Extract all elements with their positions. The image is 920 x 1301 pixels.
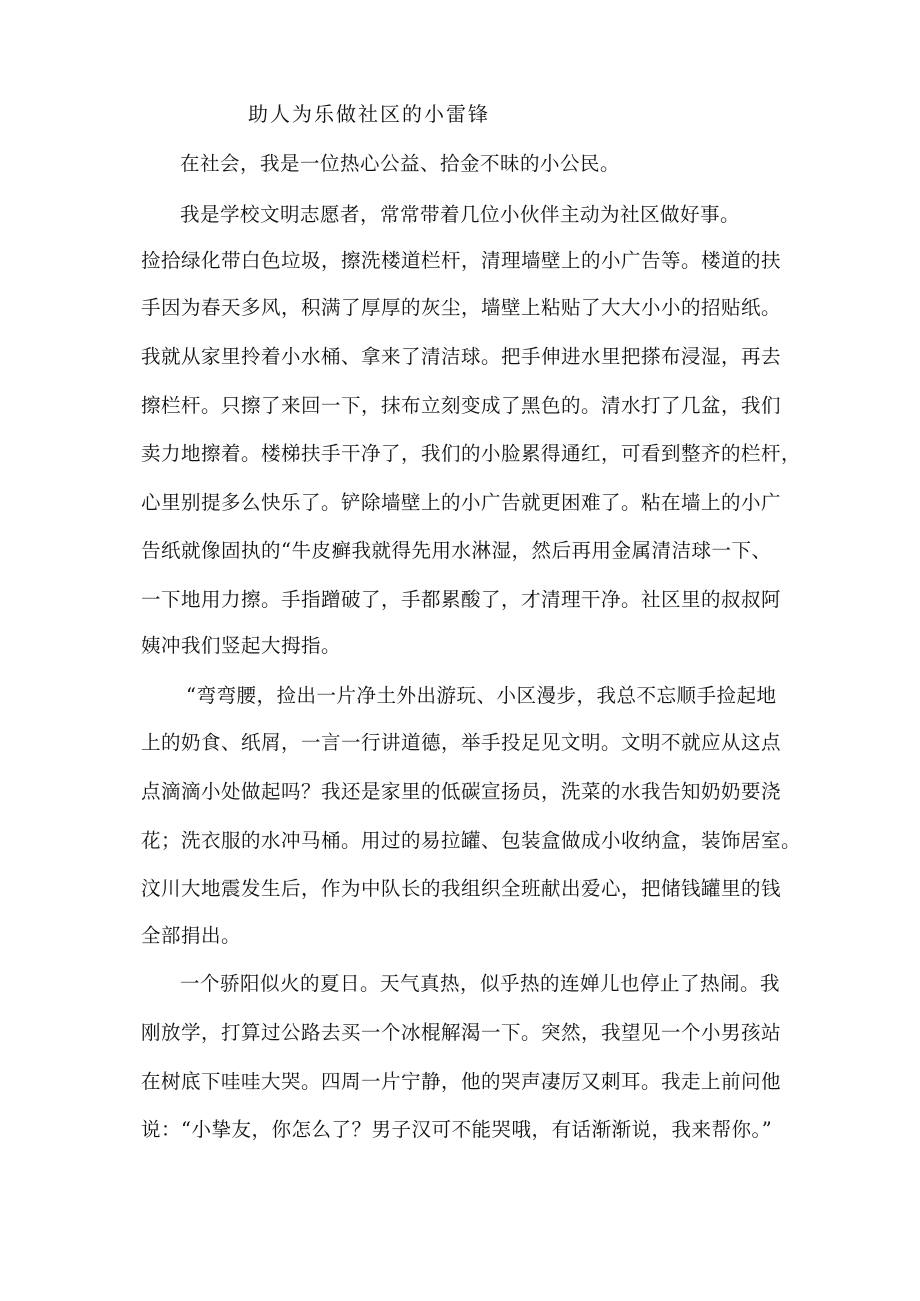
- paragraph-line: 点滴滴小处做起吗？我还是家里的低碳宣扬员，洗菜的水我告知奶奶要浇: [141, 780, 782, 803]
- document-title: 助人为乐做社区的小雷锋: [248, 102, 490, 126]
- paragraph-line: 汶川大地震发生后，作为中队长的我组织全班献出爱心，把储钱罐里的钱: [141, 877, 782, 900]
- paragraph-line: 花；洗衣服的水冲马桶。用过的易拉罐、包装盒做成小收纳盒，装饰居室。: [141, 829, 802, 852]
- paragraph-line: 捡拾绿化带白色垃圾，擦洗楼道栏杆，清理墙壁上的小广告等。楼道的扶: [141, 249, 782, 272]
- paragraph-line: 告纸就像固执的“牛皮癣我就得先用水淋湿，然后再用金属清洁球一下、: [141, 539, 772, 562]
- paragraph-line: 卖力地擦着。楼梯扶手干净了，我们的小脸累得通红，可看到整齐的栏杆，: [141, 442, 802, 465]
- paragraph-line: 一个骄阳似火的夏日。天气真热，似乎热的连婵儿也停止了热闹。我: [180, 972, 781, 995]
- paragraph-line: 我就从家里拎着小水桶、拿来了清洁球。把手伸进水里把搽布浸湿，再去: [141, 345, 782, 368]
- paragraph-line: 一下地用力擦。手指蹭破了，手都累酸了，才清理干净。社区里的叔叔阿: [141, 588, 782, 611]
- paragraph-line: 心里别提多么快乐了。铲除墙壁上的小广告就更困难了。粘在墙上的小广: [141, 491, 782, 514]
- paragraph-line: “弯弯腰，捡出一片净土外出游玩、小区漫步，我总不忘顺手捡起地: [186, 684, 777, 707]
- paragraph-line: 刚放学，打算过公路去买一个冰棍解渴一下。突然，我望见一个小男孩站: [141, 1021, 782, 1044]
- paragraph-line: 上的奶食、纸屑，一言一行讲道德，举手投足见文明。文明不就应从这点: [141, 731, 782, 754]
- paragraph-line: 说：“小挚友，你怎么了？男子汉可不能哭哦，有话渐渐说，我来帮你。”: [141, 1118, 773, 1141]
- paragraph-line: 姨冲我们竖起大拇指。: [141, 634, 342, 657]
- paragraph-line: 擦栏杆。只擦了来回一下，抹布立刻变成了黑色的。清水打了几盆，我们: [141, 394, 782, 417]
- paragraph-line: 手因为春天多风，积满了厚厚的灰尘，墙壁上粘贴了大大小小的招贴纸。: [141, 296, 782, 319]
- paragraph-line: 全部捐出。: [141, 924, 242, 947]
- paragraph-line: 在树底下哇哇大哭。四周一片宁静，他的哭声凄厉又刺耳。我走上前问他: [141, 1070, 782, 1093]
- paragraph-line: 在社会，我是一位热心公益、拾金不昧的小公民。: [180, 152, 621, 175]
- paragraph-line: 我是学校文明志愿者，常常带着几位小伙伴主动为社区做好事。: [180, 203, 741, 226]
